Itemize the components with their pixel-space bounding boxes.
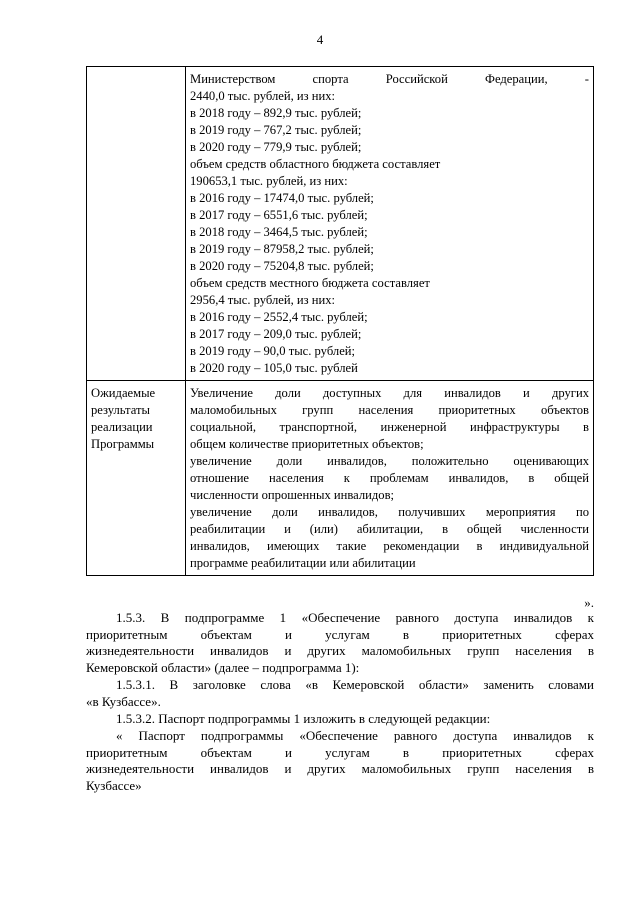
funding-line: 2956,4 тыс. рублей, из них:: [190, 293, 336, 307]
funding-line: в 2020 году – 779,9 тыс. рублей;: [190, 140, 362, 154]
paragraph-1-5-3-2: [86, 711, 594, 728]
paragraph-line: 1.5.3.2. Паспорт подпрограммы 1 изложить в следующей редакции:: [116, 711, 491, 726]
results-line: маломобильных групп населения приоритетных объектов: [190, 403, 589, 417]
funding-line: в 2020 году – 105,0 тыс. рублей: [190, 361, 358, 375]
results-line: Увеличение доли доступных для инвалидов и других: [190, 386, 589, 400]
funding-line: в 2017 году – 6551,6 тыс. рублей;: [190, 208, 368, 222]
table-row-expected-results: [87, 381, 594, 576]
funding-line: в 2018 году – 3464,5 тыс. рублей;: [190, 225, 368, 239]
page-number: 4: [316, 32, 324, 47]
funding-line: 2440,0 тыс. рублей, из них:: [190, 89, 336, 103]
funding-line: в 2019 году – 87958,2 тыс. рублей;: [190, 242, 374, 256]
results-line: реабилитации и (или) абилитации, в общей численности: [190, 522, 589, 536]
funding-line: в 2020 году – 75204,8 тыс. рублей;: [190, 259, 374, 273]
funding-line: объем средств местного бюджета составляет: [190, 276, 430, 290]
table-row-funding: [87, 67, 594, 381]
paragraph-line: Кемеровской области» (далее – подпрограмма 1):: [86, 659, 360, 675]
results-line: инвалидов, имеющих такие рекомендации в индивидуальной: [190, 539, 589, 553]
results-line: отношение населения к проблемам инвалидов, в общей: [190, 471, 589, 485]
paragraph-1-5-3: [86, 610, 594, 676]
funding-line: Министерством спорта Российской Федерации, -: [190, 72, 589, 86]
paragraph-line: жизнедеятельности инвалидов и других маломобильных групп населения в: [86, 761, 594, 776]
funding-line: 190653,1 тыс. рублей, из них:: [190, 174, 348, 188]
table-cell-label-empty: [87, 67, 186, 381]
funding-line: в 2016 году – 2552,4 тыс. рублей;: [190, 310, 368, 324]
results-line: увеличение доли инвалидов, положительно оценивающих: [190, 454, 589, 468]
funding-line: в 2019 году – 90,0 тыс. рублей;: [190, 344, 356, 358]
paragraph-line: приоритетным объектам и услугам в приоритетных сферах: [86, 744, 594, 760]
table-cell-label-expected-results: [87, 381, 186, 576]
funding-line: в 2019 году – 767,2 тыс. рублей;: [190, 123, 362, 137]
funding-line: в 2018 году – 892,9 тыс. рублей;: [190, 106, 362, 120]
funding-line: в 2017 году – 209,0 тыс. рублей;: [190, 327, 362, 341]
results-line: увеличение доли инвалидов, получивших мероприятия по: [190, 505, 589, 519]
results-line: общем количестве приоритетных объектов;: [190, 437, 424, 451]
label-line: Ожидаемые: [91, 386, 156, 400]
paragraph-passport-title: [86, 728, 594, 794]
table-cell-expected-results: [186, 381, 594, 576]
funding-line: объем средств областного бюджета составляет: [190, 157, 441, 171]
results-line: социальной, транспортной, инженерной инфраструктуры в: [190, 420, 589, 434]
results-line: программе реабилитации или абилитации: [190, 556, 416, 570]
paragraph-line: « Паспорт подпрограммы «Обеспечение равного доступа инвалидов к: [116, 728, 594, 743]
label-line: Программы: [91, 437, 155, 451]
paragraph-line: 1.5.3.1. В заголовке слова «в Кемеровской области» заменить словами: [116, 677, 594, 692]
label-line: реализации: [91, 420, 153, 434]
results-line: численности опрошенных инвалидов;: [190, 488, 395, 502]
program-passport-table: [86, 66, 594, 576]
paragraph-line: жизнедеятельности инвалидов и других маломобильных групп населения в: [86, 643, 594, 658]
paragraph-line: Кузбассе»: [86, 777, 142, 793]
paragraph-line: 1.5.3. В подпрограмме 1 «Обеспечение равного доступа инвалидов к: [116, 610, 594, 625]
funding-line: в 2016 году – 17474,0 тыс. рублей;: [190, 191, 374, 205]
table-cell-funding: [186, 67, 594, 381]
paragraph-line: «в Кузбассе».: [86, 693, 161, 709]
closing-quote-mark: ».: [584, 595, 594, 610]
paragraph-line: приоритетным объектам и услугам в приоритетных сферах: [86, 626, 594, 642]
label-line: результаты: [91, 403, 150, 417]
paragraph-1-5-3-1: [86, 677, 594, 710]
